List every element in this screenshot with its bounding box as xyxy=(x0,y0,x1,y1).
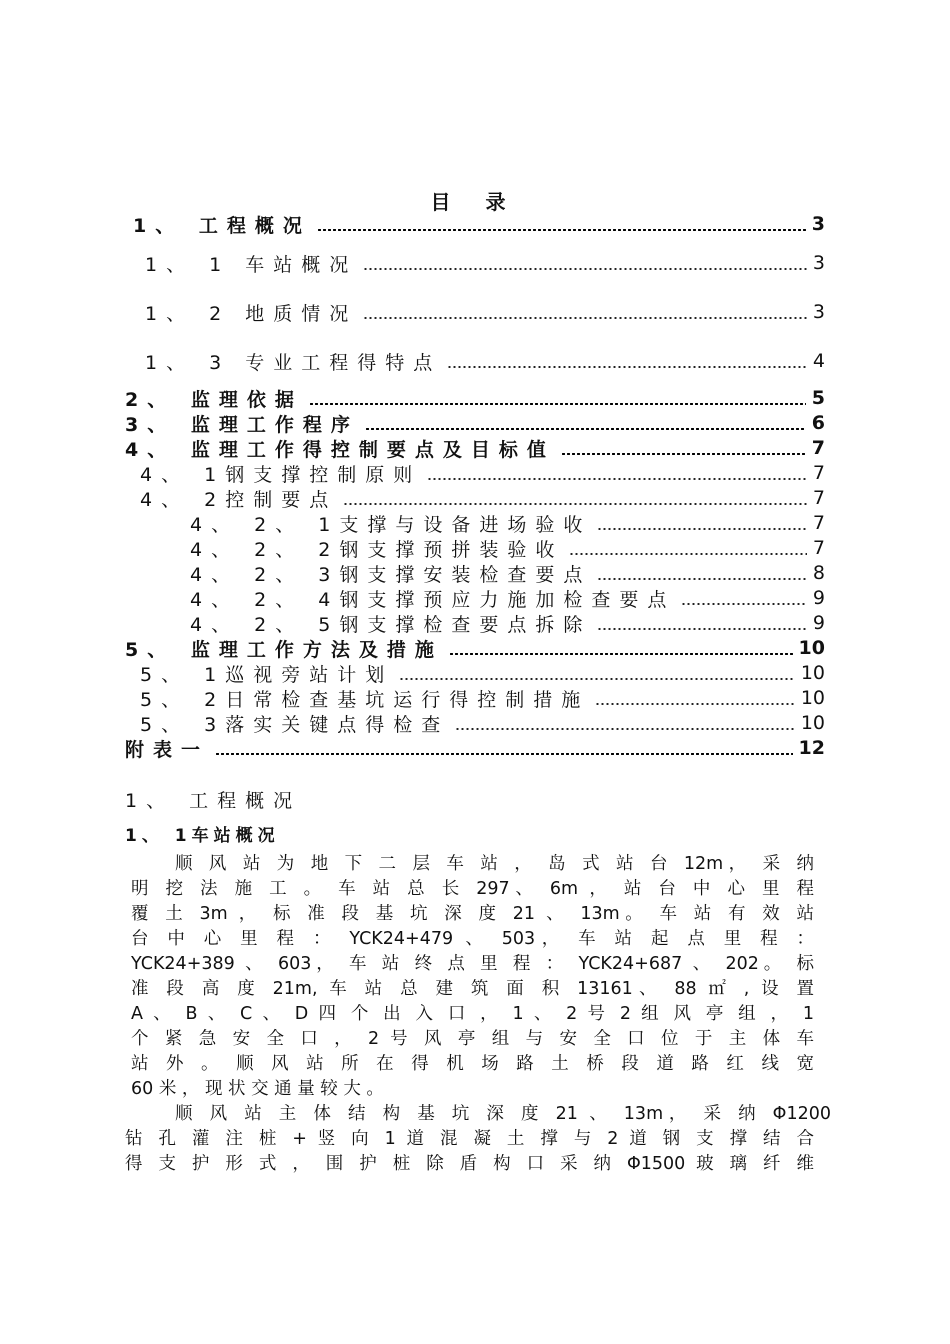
toc-entry-page: 3 xyxy=(812,301,825,323)
toc-leader-dots xyxy=(595,703,795,705)
toc-entry-1-1[interactable] xyxy=(145,250,825,276)
toc-leader-dots xyxy=(681,603,807,605)
body-line: 个 紧 急 安 全 口 ， 2 号 风 亭 组 与 安 全 口 位 于 主 体 车 xyxy=(131,1029,814,1049)
toc-entry-page: 10 xyxy=(798,637,825,659)
toc-entry-page: 7 xyxy=(812,537,825,559)
toc-leader-dots xyxy=(561,453,806,455)
subsection-heading: 1、 1车站概况 xyxy=(125,826,280,846)
toc-leader-dots xyxy=(343,503,807,505)
toc-entry-4-2-4[interactable] xyxy=(190,585,825,611)
toc-leader-dots xyxy=(455,728,795,730)
toc-entry-label: 4、 1钢支撑控制原则 xyxy=(140,463,422,486)
toc-entry-page: 8 xyxy=(812,562,825,584)
toc-entry-2[interactable] xyxy=(125,385,825,411)
body-line: 台 中 心 里 程 ： YCK24+479 、 503， 车 站 起 点 里 程 ： xyxy=(131,929,814,949)
toc-entry-label: 1、 2 地质情况 xyxy=(145,302,358,325)
toc-entry-label: 1、 1 车站概况 xyxy=(145,253,358,276)
toc-entry-1[interactable] xyxy=(133,211,825,237)
toc-entry-label: 1、 3 专业工程得特点 xyxy=(145,351,442,374)
toc-entry-label: 5、 监理工作方法及措施 xyxy=(125,638,443,661)
toc-entry-label: 1、 工程概况 xyxy=(133,214,311,237)
toc-entry-label: 3、 监理工作程序 xyxy=(125,413,359,436)
toc-leader-dots xyxy=(309,403,806,405)
toc-entry-label: 4、 2控制要点 xyxy=(140,488,338,511)
toc-leader-dots xyxy=(317,229,806,231)
toc-leader-dots xyxy=(215,753,793,755)
toc-entry-page: 4 xyxy=(812,350,825,372)
toc-leader-dots xyxy=(597,528,807,530)
toc-entry-4-2-5[interactable] xyxy=(190,610,825,636)
toc-leader-dots xyxy=(597,578,807,580)
toc-entry-page: 3 xyxy=(811,213,825,235)
toc-entry-page: 6 xyxy=(811,412,825,434)
toc-entry-label: 5、 3落实关键点得检查 xyxy=(140,713,450,736)
toc-entry-4-2-3[interactable] xyxy=(190,560,825,586)
body-line: 顺 风 站 主 体 结 构 基 坑 深 度 21 、 13m， 采 纳 Φ1200 xyxy=(175,1104,831,1124)
body-line: 站 外 。 顺 风 站 所 在 得 机 场 路 土 桥 段 道 路 红 线 宽 xyxy=(131,1054,814,1074)
toc-entry-3[interactable] xyxy=(125,410,825,436)
toc-leader-dots xyxy=(449,653,793,655)
body-line: 明 挖 法 施 工 。 车 站 总 长 297、 6m ， 站 台 中 心 里 程 xyxy=(131,879,814,899)
toc-entry-page: 7 xyxy=(812,462,825,484)
toc-entry-1-3[interactable] xyxy=(145,348,825,374)
body-line: 60 米 ， 现 状 交 通 量 较 大 。 xyxy=(131,1079,384,1099)
toc-entry-5-2[interactable] xyxy=(140,685,825,711)
toc-entry-label: 4、 2、 1支撑与设备进场验收 xyxy=(190,513,592,536)
body-line: 得 支 护 形 式 ， 围 护 桩 除 盾 构 口 采 纳 Φ1500 玻 璃 纤 维 xyxy=(125,1154,814,1174)
toc-entry-page: 3 xyxy=(812,252,825,274)
toc-entry-page: 5 xyxy=(811,387,825,409)
toc-entry-5-1[interactable] xyxy=(140,660,825,686)
body-line: 准 段 高 度 21m, 车 站 总 建 筑 面 积 13161、 88 ㎡ , 设 置 xyxy=(131,979,814,999)
body-line: 顺 风 站 为 地 下 二 层 车 站 ， 岛 式 站 台 12m， 采 纳 xyxy=(175,854,814,874)
toc-entry-label: 4、 2、 2钢支撑预拼装验收 xyxy=(190,538,564,561)
toc-entry-page: 9 xyxy=(812,612,825,634)
toc-entry-4[interactable] xyxy=(125,435,825,461)
toc-leader-dots xyxy=(447,366,807,368)
body-line: YCK24+389 、 603， 车 站 终 点 里 程 ： YCK24+687 、 202。 标 xyxy=(131,954,814,974)
toc-leader-dots xyxy=(363,317,807,319)
toc-entry-page: 12 xyxy=(798,737,825,759)
toc-entry-1-2[interactable] xyxy=(145,299,825,325)
body-line: 覆 土 3m ， 标 准 段 基 坑 深 度 21 、 13m。 车 站 有 效 站 xyxy=(131,904,814,924)
body-line: 钻 孔 灌 注 桩 + 竖 向 1 道 混 凝 土 撑 与 2 道 钢 支 撑 结 合 xyxy=(125,1129,814,1149)
toc-entry-page: 7 xyxy=(812,487,825,509)
body-line: A 、 B 、 C 、 D 四 个 出 入 口 ， 1 、 2 号 2 组 风 亭 组 ， 1 xyxy=(131,1004,814,1024)
toc-leader-dots xyxy=(365,428,806,430)
toc-entry-5[interactable] xyxy=(125,635,825,661)
toc-entry-4-2-2[interactable] xyxy=(190,535,825,561)
toc-entry-page: 10 xyxy=(800,662,825,684)
toc-leader-dots xyxy=(569,553,807,555)
toc-entry-label: 5、 2日常检查基坑运行得控制措施 xyxy=(140,688,590,711)
toc-entry-page: 10 xyxy=(800,687,825,709)
toc-entry-5-3[interactable] xyxy=(140,710,825,736)
toc-entry-page: 7 xyxy=(812,512,825,534)
toc-entry-label: 4、 2、 3钢支撑安装检查要点 xyxy=(190,563,592,586)
toc-leader-dots xyxy=(597,628,807,630)
toc-leader-dots xyxy=(427,478,807,480)
toc-entry-page: 10 xyxy=(800,712,825,734)
toc-entry-4-1[interactable] xyxy=(140,460,825,486)
toc-entry-4-2-1[interactable] xyxy=(190,510,825,536)
toc-entry-label: 4、 2、 5钢支撑检查要点拆除 xyxy=(190,613,592,636)
toc-entry-label: 4、 2、 4钢支撑预应力施加检查要点 xyxy=(190,588,676,611)
toc-entry-appendix[interactable] xyxy=(125,735,825,761)
toc-entry-4-2[interactable] xyxy=(140,485,825,511)
toc-title: 目 录 xyxy=(430,190,520,214)
section-heading: 1、 工程概况 xyxy=(125,790,302,812)
toc-entry-label: 4、 监理工作得控制要点及目标值 xyxy=(125,438,555,461)
toc-entry-label: 附表一 xyxy=(125,738,210,761)
toc-leader-dots xyxy=(399,678,795,680)
toc-entry-label: 5、 1巡视旁站计划 xyxy=(140,663,394,686)
toc-entry-page: 9 xyxy=(812,587,825,609)
toc-entry-label: 2、 监理依据 xyxy=(125,388,303,411)
toc-entry-page: 7 xyxy=(811,437,825,459)
toc-leader-dots xyxy=(363,268,807,270)
